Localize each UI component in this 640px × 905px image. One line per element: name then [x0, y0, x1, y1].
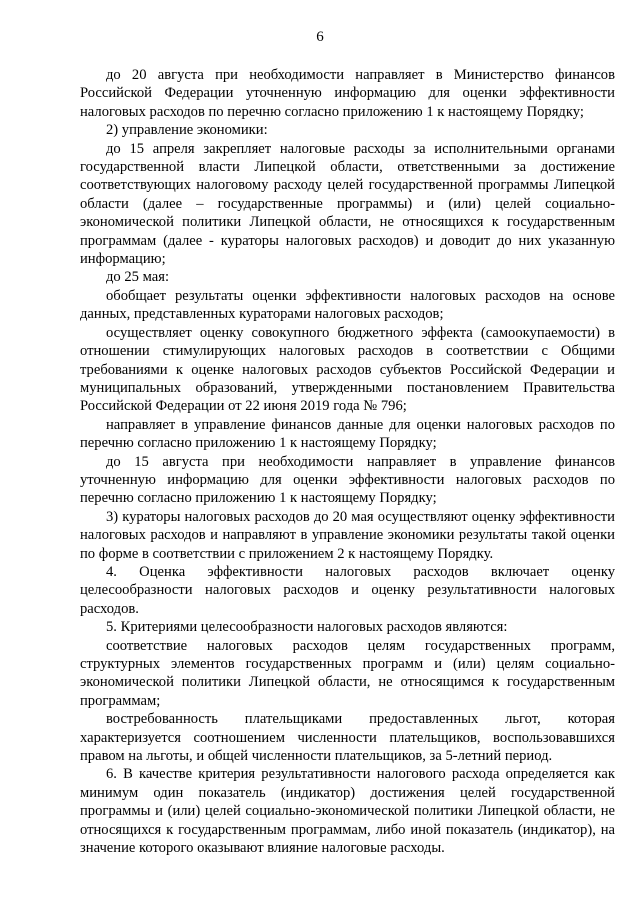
document-body — [80, 66, 615, 857]
paragraph: востребованность плательщиками предоставленных льгот, которая характеризуется соотношением численности плательщиков, воспользовавшихся правом на льготы, и общей численности плательщиков, за 5-летний период. — [80, 711, 615, 765]
paragraph: соответствие налоговых расходов целям государственных программ, структурных элементов государственных программ и (или) целям социально-экономической политики Липецкой области, не относящимся к государственным программам; — [80, 637, 615, 709]
paragraph: 2) управление экономики: — [106, 122, 268, 139]
paragraph: до 20 августа при необходимости направляет в Министерство финансов Российской Федерации уточненную информацию для оценки эффективности налоговых расходов по перечню согласно приложению 1 к настоящему Порядку; — [80, 67, 615, 120]
paragraph: до 15 августа при необходимости направляет в управление финансов уточненную информацию для оценки эффективности налоговых расходов по перечню согласно приложению 1 к настоящему Порядку; — [80, 453, 615, 507]
paragraph: до 25 мая: — [106, 269, 169, 286]
paragraph: осуществляет оценку совокупного бюджетного эффекта (самоокупаемости) в отношении стимулирующих налоговых расходов в соответствии с Общими требованиями к оценке налоговых расходов субъектов Российской Федерации и муниципальных образований, утвержденными постановлением Правительства Российской Федерации от 22 июня 2019 года № 796; — [80, 324, 615, 415]
paragraph: до 15 апреля закрепляет налоговые расходы за исполнительными органами государственной власти Липецкой области, ответственными за достижение соответствующих налоговому расходу целей государственной программы Липецкой области (далее – государственные программы) и (или) целей социально-экономической политики Липецкой области, не относящихся к государственным программам (далее - кураторы налоговых расходов) и доводит до них указанную информацию; — [80, 140, 615, 268]
paragraph: обобщает результаты оценки эффективности налоговых расходов на основе данных, представленных кураторами налоговых расходов; — [80, 287, 615, 323]
page-number: 6 — [316, 29, 324, 45]
paragraph: направляет в управление финансов данные для оценки налоговых расходов по перечню согласно приложению 1 к настоящему Порядку; — [80, 416, 615, 452]
paragraph: 6. В качестве критерия результативности налогового расхода определяется как минимум один показатель (индикатор) достижения целей государственной программы и (или) целей социально-экономической политики Липецкой области, не относящихся к государственным программам, либо иной показатель (индикатор), на значение которого оказывают влияние налоговые расходы. — [80, 766, 615, 857]
paragraph: 5. Критериями целесообразности налоговых расходов являются: — [106, 619, 508, 636]
paragraph: 3) кураторы налоговых расходов до 20 мая осуществляют оценку эффективности налоговых расходов и направляют в управление экономики результаты такой оценки по форме в соответствии с приложением 2 к настоящему Порядку. — [80, 508, 615, 562]
paragraph: 4. Оценка эффективности налоговых расходов включает оценку целесообразности налоговых расходов и оценку результативности налоговых расходов. — [80, 563, 615, 617]
